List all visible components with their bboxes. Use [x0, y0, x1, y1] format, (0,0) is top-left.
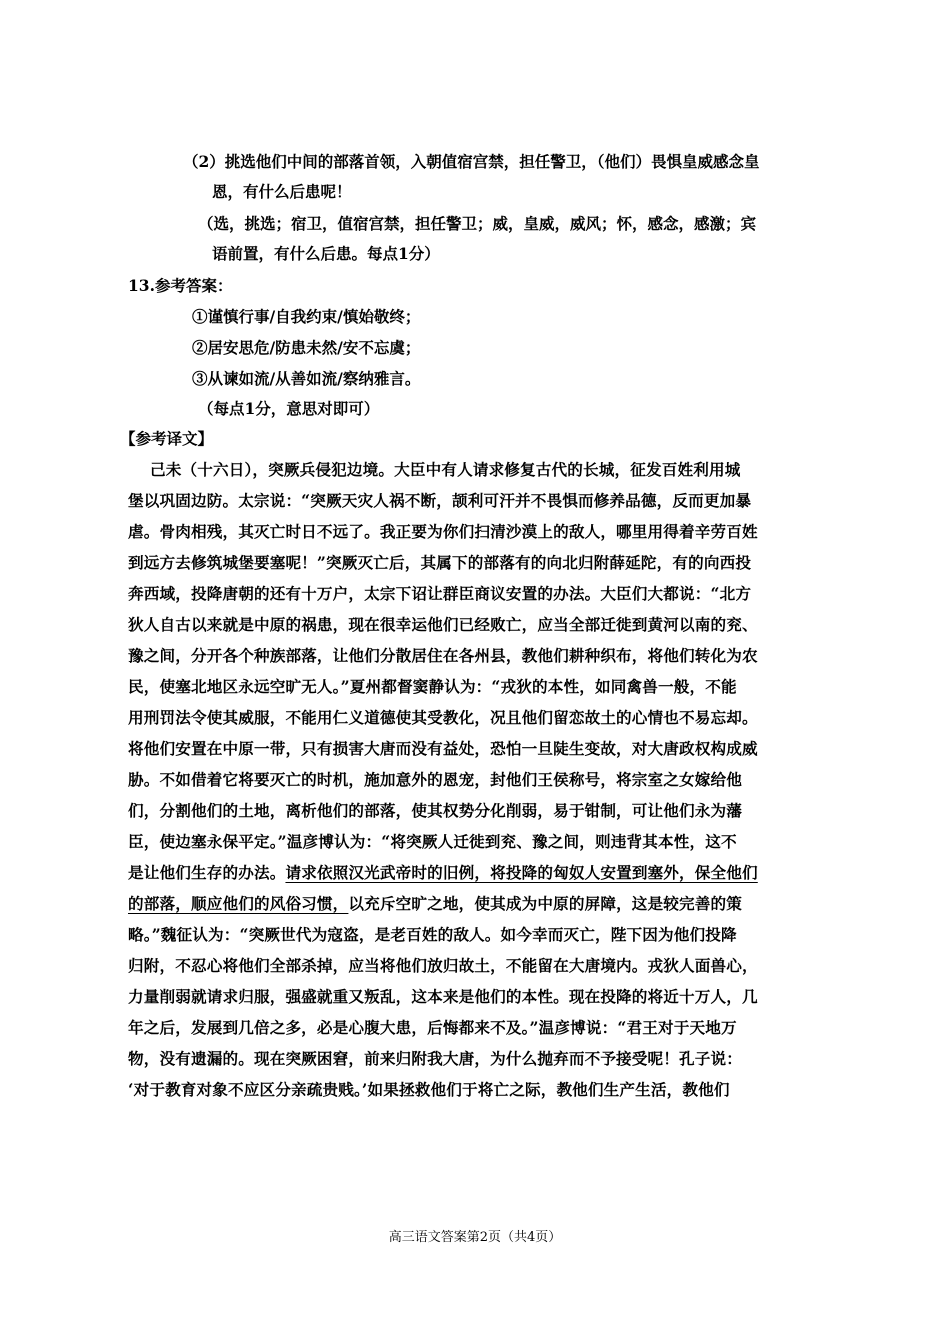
translation-line: 己未（十六日），突厥兵侵犯边境。大臣中有人请求修复古代的长城，征发百姓利用城	[150, 460, 741, 479]
underlined-passage: 请求依照汉光武帝时的旧例，将投降的匈奴人安置到塞外，保全他们	[285, 863, 758, 882]
q12-2-translation-line2: 恩，有什么后患呢！	[212, 182, 352, 201]
translation-line: 到远方去修筑城堡要塞呢！”突厥灭亡后，其属下的部落有的向北归附薛延陀，有的向西投	[128, 553, 752, 572]
translation-text: 以充斥空旷之地，使其成为中原的屏障，这是较完善的策	[348, 894, 743, 913]
q13-item-3: ③从谏如流/从善如流/察纳雅言。	[192, 369, 421, 388]
q13-item-2: ②居安思危/防患未然/安不忘虞；	[192, 338, 421, 357]
translation-text: 是让他们生存的办法。	[128, 863, 286, 882]
translation-heading: 【参考译文】	[120, 429, 214, 448]
q13-item-1: ①谨慎行事/自我约束/慎始敬终；	[192, 307, 421, 326]
translation-line: 们，分割他们的土地，离析他们的部落，使其权势分化削弱，易于钳制，可让他们永为藩	[128, 801, 743, 820]
q13-scoring: （每点1分，意思对即可）	[198, 399, 380, 418]
q12-2-notes-line2: 语前置，有什么后患。每点1分）	[212, 244, 440, 263]
translation-line: 豫之间，分开各个种族部落，让他们分散居住在各州县，教他们耕种织布，将他们转化为农	[128, 646, 758, 665]
translation-line: 年之后，发展到几倍之多，必是心腹大患，后悔都来不及。”温彦博说：“君王对于天地万	[128, 1018, 737, 1037]
underlined-passage: 的部落，顺应他们的风俗习惯，	[128, 894, 349, 913]
translation-line: 堡以巩固边防。太宗说：“突厥天灾人祸不断，颉利可汗并不畏惧而修养品德，反而更加暴	[128, 491, 752, 510]
translation-line: 虐。骨肉相残，其灭亡时日不远了。我正要为你们扫清沙漠上的敌人，哪里用得着辛劳百姓	[128, 522, 758, 541]
q12-2-translation-line1: （2）挑选他们中间的部落首领，入朝值宿宫禁，担任警卫，（他们）畏惧皇威感念皇	[183, 152, 760, 171]
translation-line: ‘对于教育对象不应区分亲疏贵贱。’如果拯救他们于将亡之际，教他们生产生活，教他们	[128, 1080, 730, 1099]
translation-line: 将他们安置在中原一带，只有损害大唐而没有益处，恐怕一旦陡生变故，对大唐政权构成威	[128, 739, 758, 758]
translation-line-mixed	[128, 892, 742, 914]
translation-line: 略。”魏征认为：“突厥世代为寇盗，是老百姓的敌人。如今幸而灭亡，陛下因为他们投降	[128, 925, 737, 944]
translation-line: 臣，使边塞永保平定。”温彦博认为：“将突厥人迁徙到兖、豫之间，则违背其本性，这不	[128, 832, 737, 851]
translation-line: 狄人自古以来就是中原的祸患，现在很幸运他们已经败亡，应当全部迁徙到黄河以南的兖、	[128, 615, 758, 634]
page-footer: 高三语文答案第2页（共4页）	[388, 1230, 562, 1245]
translation-line: 归附，不忍心将他们全部杀掉，应当将他们放归故土，不能留在大唐境内。戎狄人面兽心，	[128, 956, 758, 975]
translation-line: 奔西域，投降唐朝的还有十万户，太宗下诏让群臣商议安置的办法。大臣们大都说：“北方	[128, 584, 752, 603]
translation-line-mixed	[128, 861, 758, 883]
translation-line: 民，使塞北地区永远空旷无人。”夏州都督窦静认为：“戎狄的本性，如同禽兽一般，不能	[128, 677, 737, 696]
q12-2-notes-line1: （选，挑选；宿卫，值宿宫禁，担任警卫；威，皇威，威风；怀，感念，感激；宾	[198, 214, 757, 233]
translation-line: 力量削弱就请求归服，强盛就重又叛乱，这本来是他们的本性。现在投降的将近十万人，几	[128, 987, 758, 1006]
q13-heading: 13.参考答案：	[128, 276, 233, 295]
translation-line: 用刑罚法令使其威服，不能用仁义道德使其受教化，况且他们留恋故土的心情也不易忘却。	[128, 708, 758, 727]
translation-line: 物，没有遗漏的。现在突厥困窘，前来归附我大唐，为什么抛弃而不予接受呢！孔子说：	[128, 1049, 743, 1068]
translation-line: 胁。不如借着它将要灭亡的时机，施加意外的恩宠，封他们王侯称号，将宗室之女嫁给他	[128, 770, 743, 789]
